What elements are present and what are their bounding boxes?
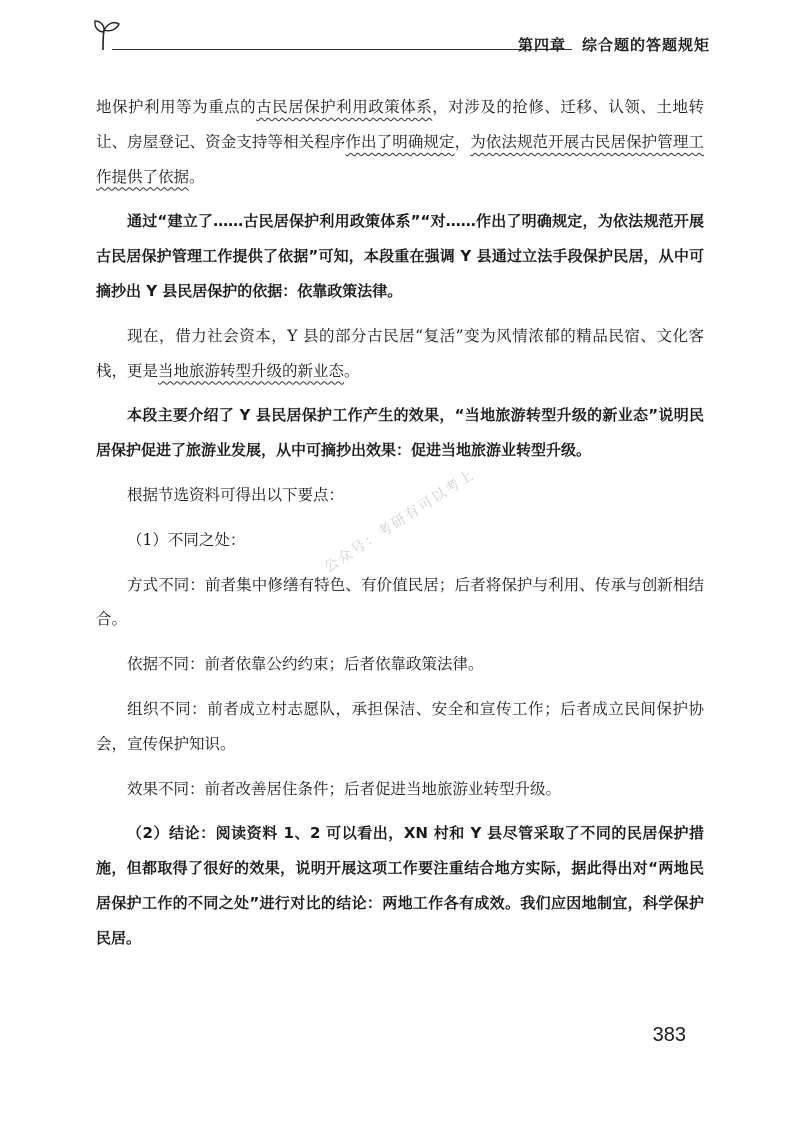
- chapter-heading: [518, 34, 710, 55]
- text-run: 地保护利用等为重点的: [96, 98, 257, 116]
- watermark: 公众号：考研有可以考上: [321, 466, 478, 576]
- underlined-text: 古民居保护利用政策体系: [256, 98, 433, 116]
- running-header: [90, 14, 710, 54]
- underlined-text: 当地旅游转型升级的新业态: [158, 361, 345, 380]
- chapter-title: 综合题的答题规矩: [581, 36, 710, 54]
- difference-basis: 依据不同：前者依靠公约约束；后者依靠政策法律。: [127, 655, 484, 674]
- section-heading-differences: （1）不同之处：: [127, 530, 246, 549]
- underlined-text: 作出了明确规定: [345, 132, 455, 151]
- text-run: 。: [189, 167, 205, 186]
- text-run: 现在，借力社会资本，Y 县的部分古民居“复活”变为风情浓郁的精品民宿、文化客栈，更是: [96, 326, 704, 380]
- conclusion-paragraph: （2）结论：阅读资料 1、2 可以看出，XN 村和 Y 县尽管采取了不同的民居保护措施，但都取得了很好的效果，说明开展这项工作要注重结合地方实际，据此得出对“两地民居保护工作的不同之处”进行对比的结论：两地工作各有成效。我们应因地制宜，科学保护民居。: [96, 824, 704, 947]
- text-run: ，: [454, 132, 471, 151]
- analysis-paragraph-2: 本段主要介绍了 Y 县民居保护工作产生的效果，“当地旅游转型升级的新业态”说明民居保护促进了旅游业发展，从中可摘抄出效果：促进当地旅游业转型升级。: [96, 406, 704, 460]
- paragraph-1: [96, 90, 704, 194]
- difference-effect: 效果不同：前者改善居住条件；后者促进当地旅游业转型升级。: [127, 779, 562, 798]
- header-rule: [112, 49, 572, 50]
- summary-intro: 根据节选资料可得出以下要点：: [127, 485, 345, 504]
- difference-method: 方式不同：前者集中修缮有特色、有价值民居；后者将保护与利用、传承与创新相结合。: [96, 575, 704, 629]
- paragraph-3: [96, 319, 704, 389]
- sprout-icon: [90, 14, 130, 54]
- page-number: 383: [652, 1024, 686, 1046]
- text-run: ，对涉及的抢修、迁移、认领、土地转让、房屋登记、资金支持等相关程序: [96, 98, 704, 151]
- chapter-number: 第四章: [517, 36, 566, 54]
- underlined-text: 为依法规范开展古民居保护管理工作提供了依据: [96, 132, 704, 186]
- text-run: 。: [344, 361, 360, 380]
- difference-organization: 组织不同：前者成立村志愿队，承担保洁、安全和宣传工作；后者成立民间保护协会，宣传保护知识。: [96, 699, 704, 753]
- analysis-paragraph-1: 通过“建立了……古民居保护利用政策体系”“对……作出了明确规定，为依法规范开展古民居保护管理工作提供了依据”可知，本段重在强调 Y 县通过立法手段保护民居，从中可摘抄出 Y 县民居保护的依据：依靠政策法律。: [96, 212, 704, 300]
